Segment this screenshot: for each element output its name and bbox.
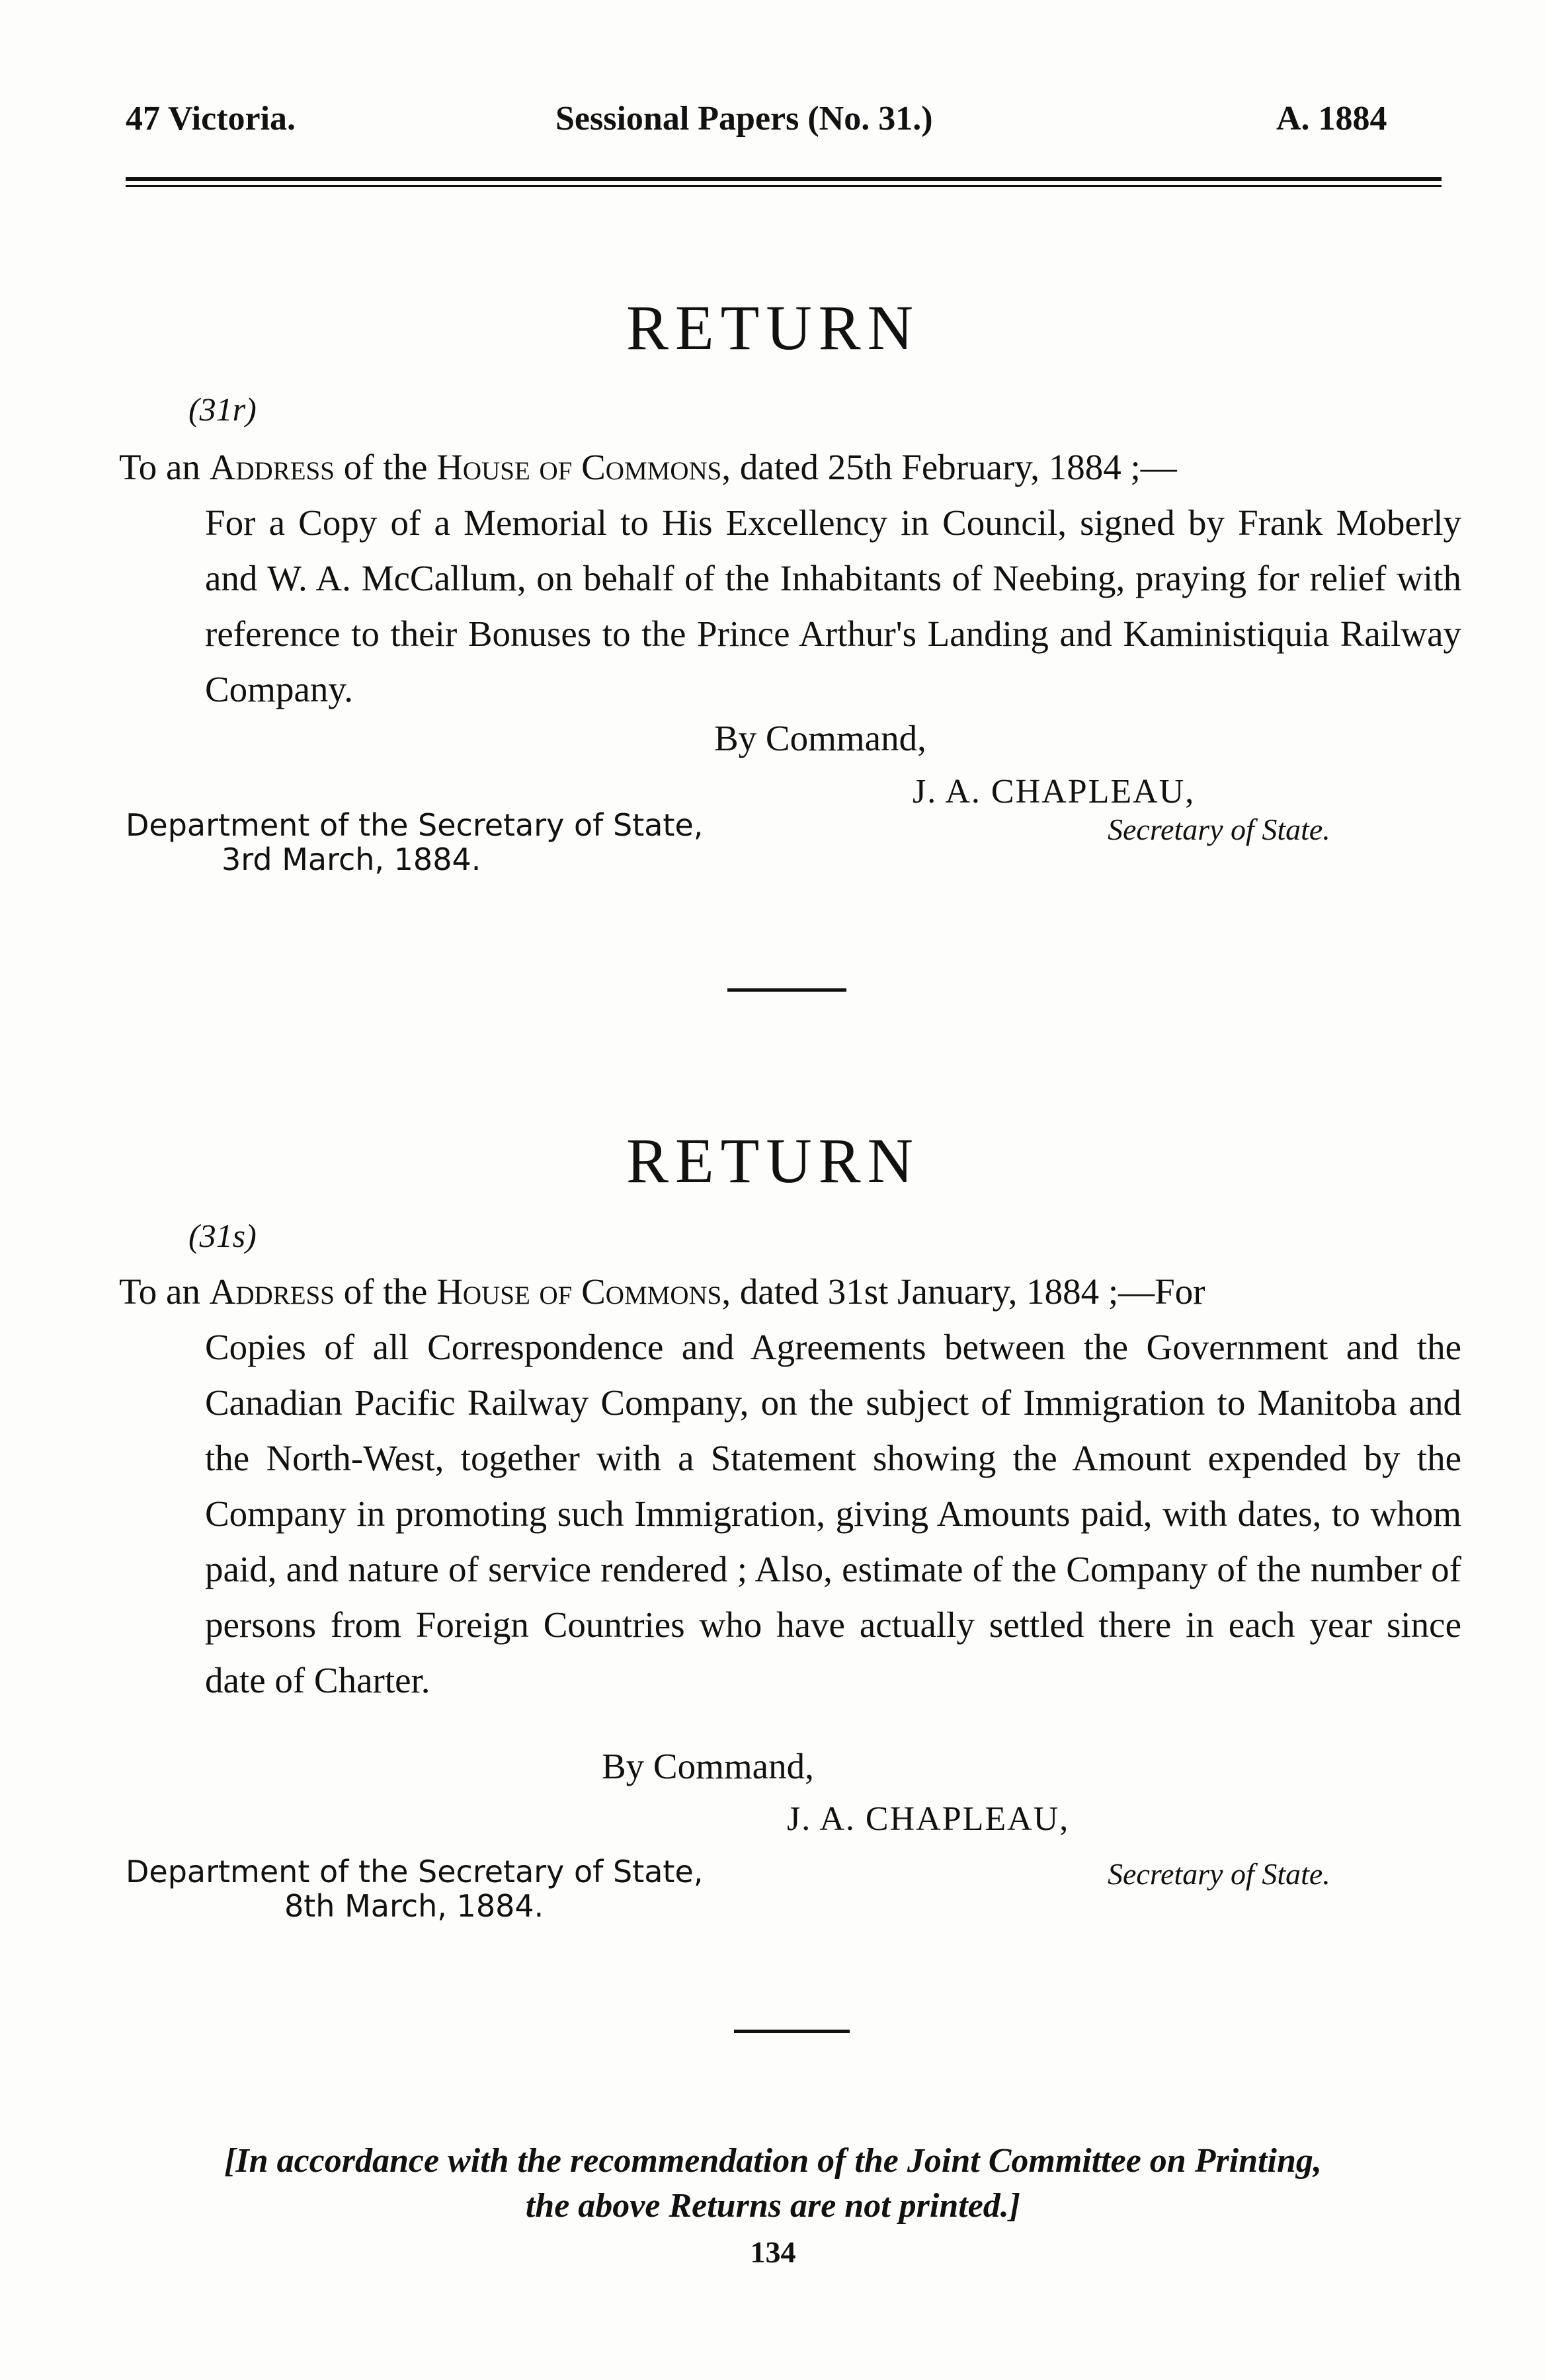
return-address — [119, 440, 1461, 717]
address-body: Copies of all Correspondence and Agreements between the Government and the Canadian Pacific Railway Company, on the subject of Immigration to Manitoba and the North-West, together with a Statement showing the Amount expended by the Company in promoting such Immigration, giving Amounts paid, with dates, to whom paid, and nature of service rendered ; Also, estimate of the Company of the number of persons from Foreign Countries who have actually settled there in each year since date of Charter. — [205, 1327, 1461, 1700]
printing-note: [In accordance with the recommendation of the Joint Committee on Printing, the above Returns are not printed.] — [224, 2142, 1322, 2225]
department: Department of the Secretary of State, 3rd March, 1884. — [126, 807, 704, 877]
header-right: A. 1884 — [1276, 100, 1387, 138]
address-line: To an Address of the House of Commons, dated 31st January, 1884 ;—For — [119, 1271, 1205, 1312]
page-number: 134 — [750, 2235, 796, 2269]
section-divider — [734, 2030, 850, 2033]
by-command: By Command, — [602, 1746, 814, 1786]
return-reference: (31r) — [188, 391, 257, 428]
header-rule-bottom — [126, 185, 1442, 187]
return-title: RETURN — [626, 292, 920, 363]
return-title: RETURN — [626, 1125, 920, 1196]
signatory-role: Secretary of State. — [1108, 813, 1330, 846]
signatory: J. A. CHAPLEAU, — [787, 1800, 1070, 1838]
signatory-role: Secretary of State. — [1108, 1857, 1330, 1891]
address-line: To an Address of the House of Commons, dated 25th February, 1884 ;— — [119, 447, 1177, 487]
department: Department of the Secretary of State, 8th March, 1884. — [126, 1854, 704, 1924]
header-left: 47 Victoria. — [126, 100, 296, 138]
by-command: By Command, — [714, 718, 926, 758]
return-address — [119, 1264, 1461, 1708]
section-divider — [727, 988, 846, 992]
signatory: J. A. CHAPLEAU, — [913, 773, 1196, 811]
header-rule-top — [126, 177, 1442, 181]
header-center: Sessional Papers (No. 31.) — [555, 100, 933, 138]
address-body: For a Copy of a Memorial to His Excellency in Council, signed by Frank Moberly and W. A. McCallum, on behalf of the Inhabitants of Neebing, praying for relief with reference to their Bonuses to the Prince Arthur's Landing and Kaministiquia Railway Company. — [205, 502, 1461, 709]
return-reference: (31s) — [188, 1217, 257, 1254]
